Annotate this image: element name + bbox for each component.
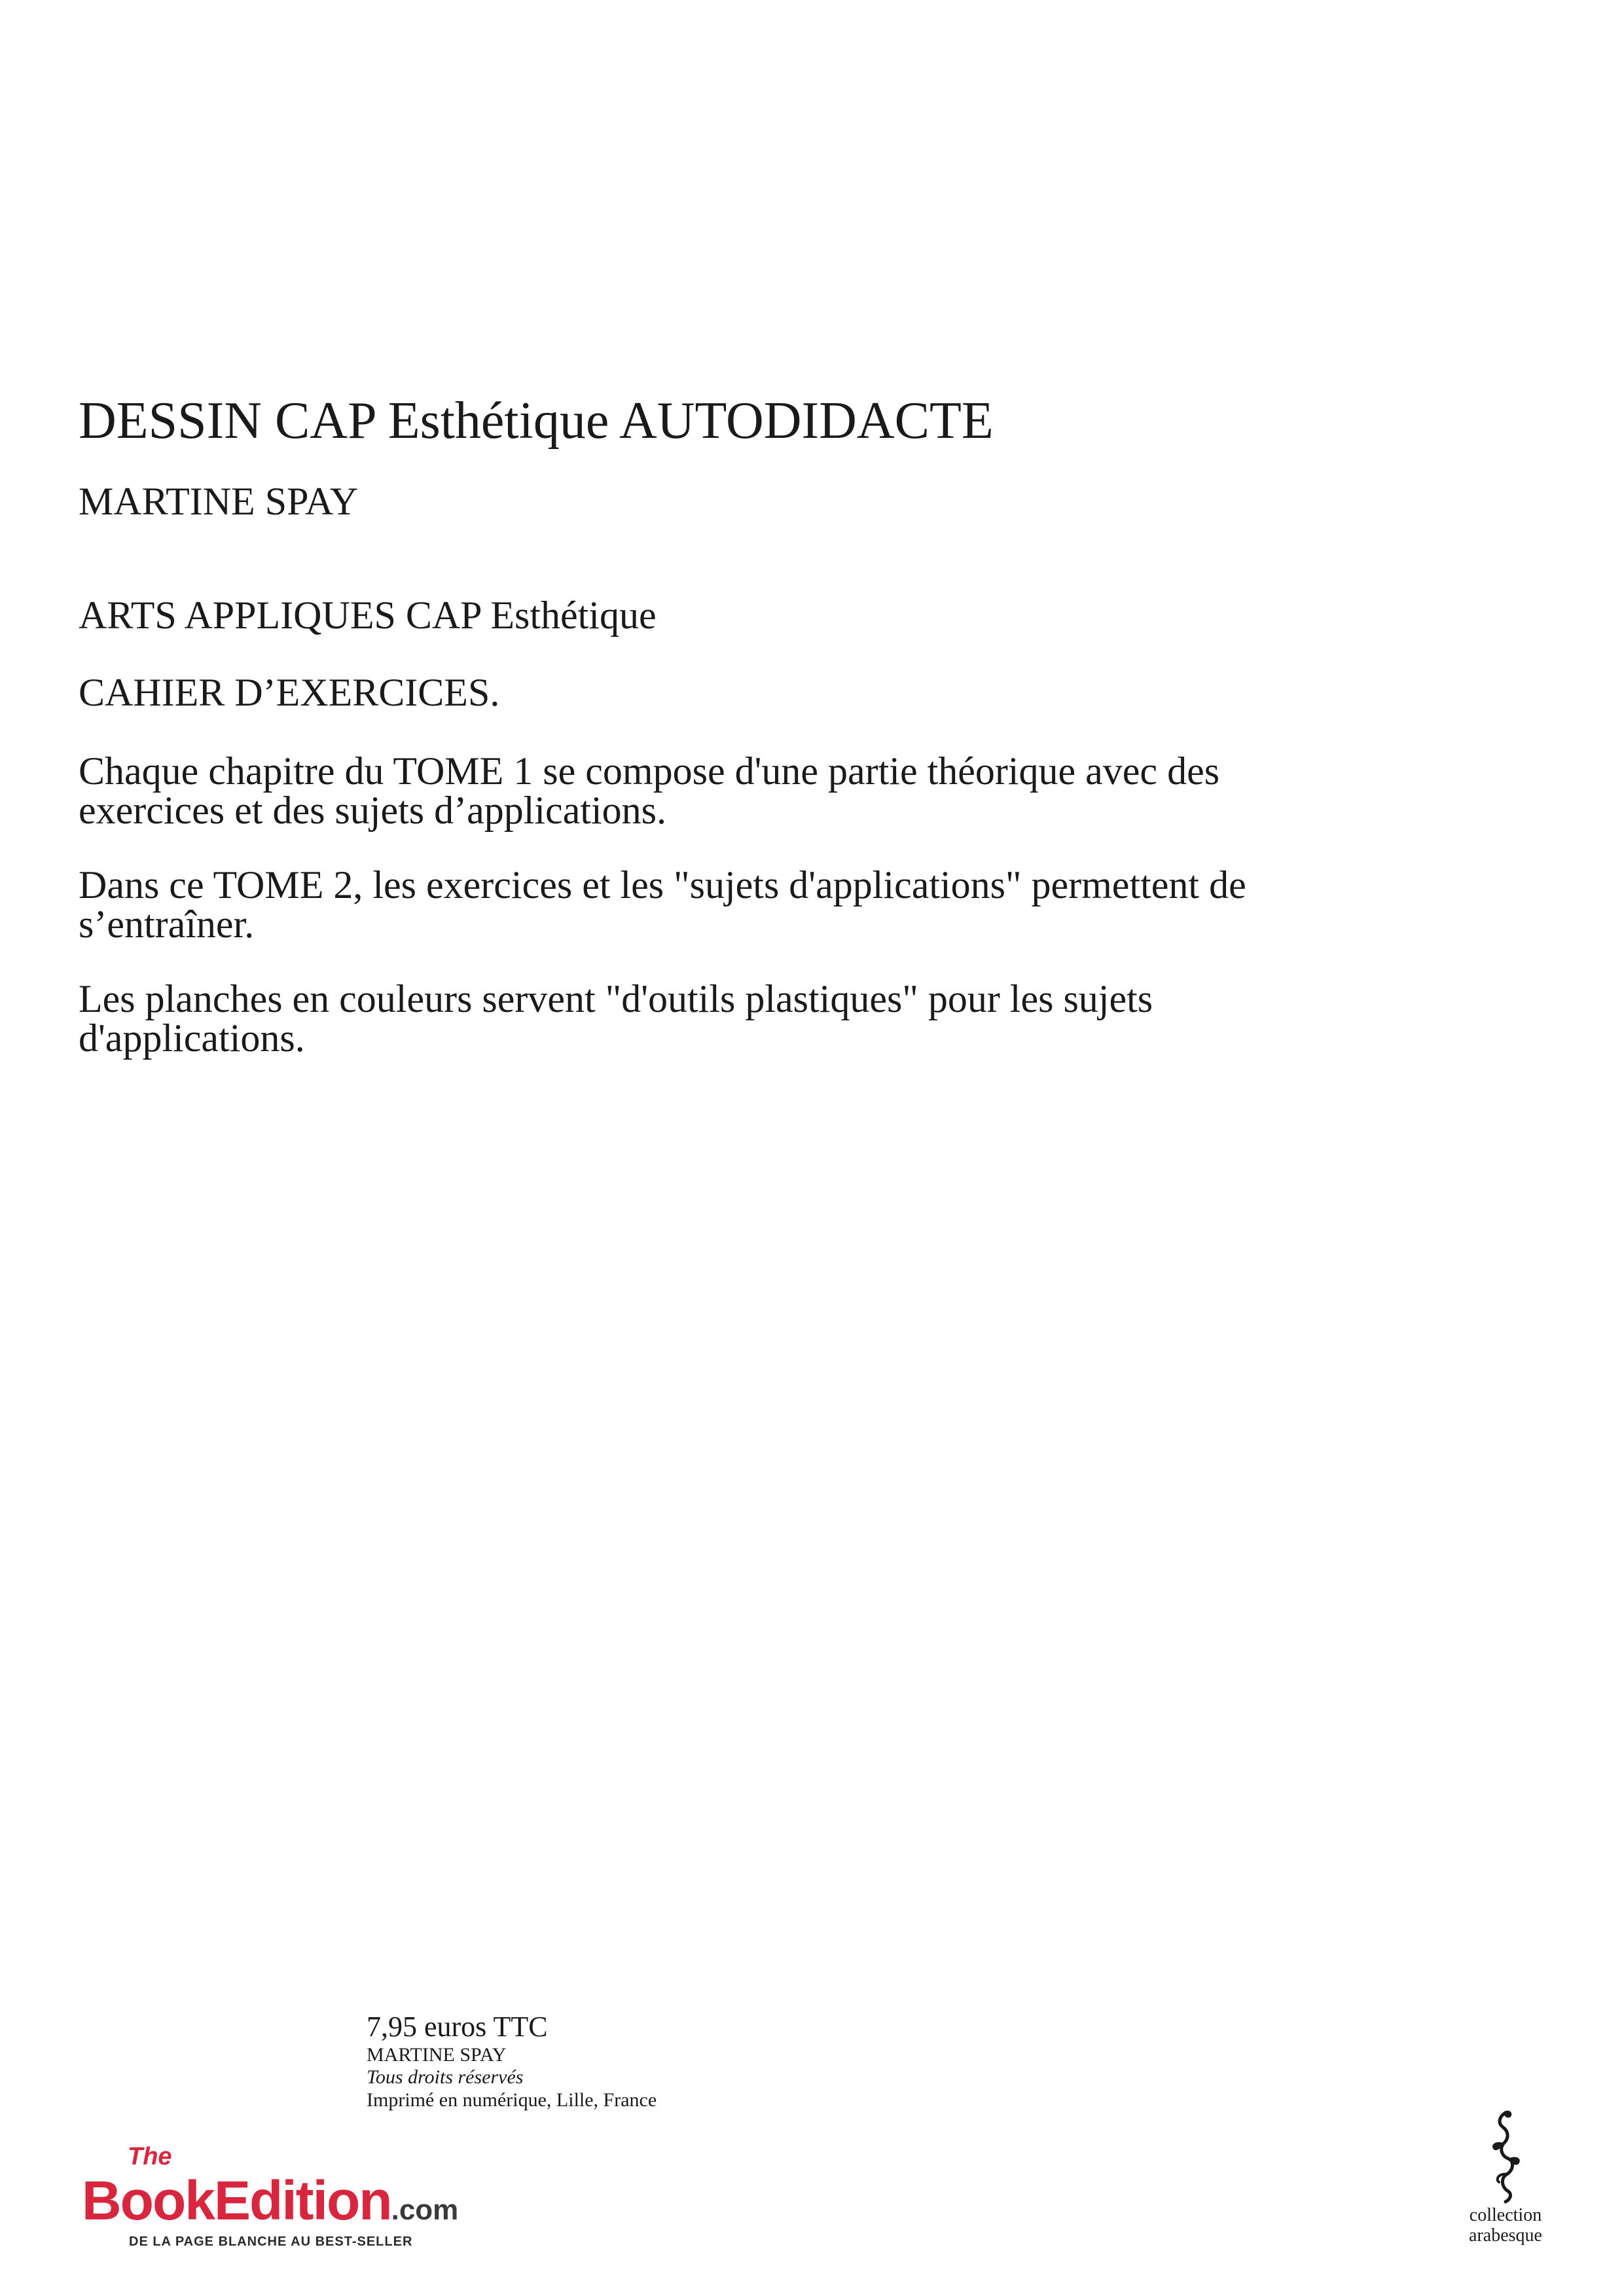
collection-label-line2: arabesque: [1469, 2225, 1542, 2246]
collection-arabesque-mark: [1440, 2108, 1571, 2246]
colophon: [367, 2011, 657, 2111]
rights-notice: Tous droits réservés: [367, 2066, 524, 2089]
workbook-line: CAHIER D’EXERCICES.: [79, 671, 500, 714]
book-title: DESSIN CAP Esthétique AUTODIDACTE: [79, 392, 994, 450]
description-paragraph-tome1: Chaque chapitre du TOME 1 se compose d'une partie théorique avec des exercices et des sujets d’applications.: [79, 749, 1220, 832]
description-paragraph-planches: Les planches en couleurs servent "d'outils plastiques" pour les sujets d'applications.: [79, 977, 1153, 1060]
description-paragraph-tome2: Dans ce TOME 2, les exercices et les "sujets d'applications" permettent de s’entraîner.: [79, 863, 1246, 946]
logo-suffix: .com: [391, 2194, 459, 2226]
bookedition-logo: [82, 2143, 488, 2274]
book-author: MARTINE SPAY: [79, 480, 359, 523]
logo-name: BookEdition: [82, 2170, 391, 2231]
price-label: 7,95 euros TTC: [367, 2011, 548, 2043]
arabesque-ornament-icon: [1479, 2108, 1532, 2206]
logo-wordmark: [82, 2169, 458, 2233]
logo-tagline: DE LA PAGE BLANCHE AU BEST-SELLER: [129, 2234, 413, 2249]
colophon-author: MARTINE SPAY: [367, 2043, 507, 2066]
logo-prefix: The: [128, 2143, 172, 2170]
print-location: Imprimé en numérique, Lille, France: [367, 2089, 657, 2111]
collection-label-line1: collection: [1469, 2205, 1542, 2225]
subject-line: ARTS APPLIQUES CAP Esthétique: [79, 594, 657, 637]
